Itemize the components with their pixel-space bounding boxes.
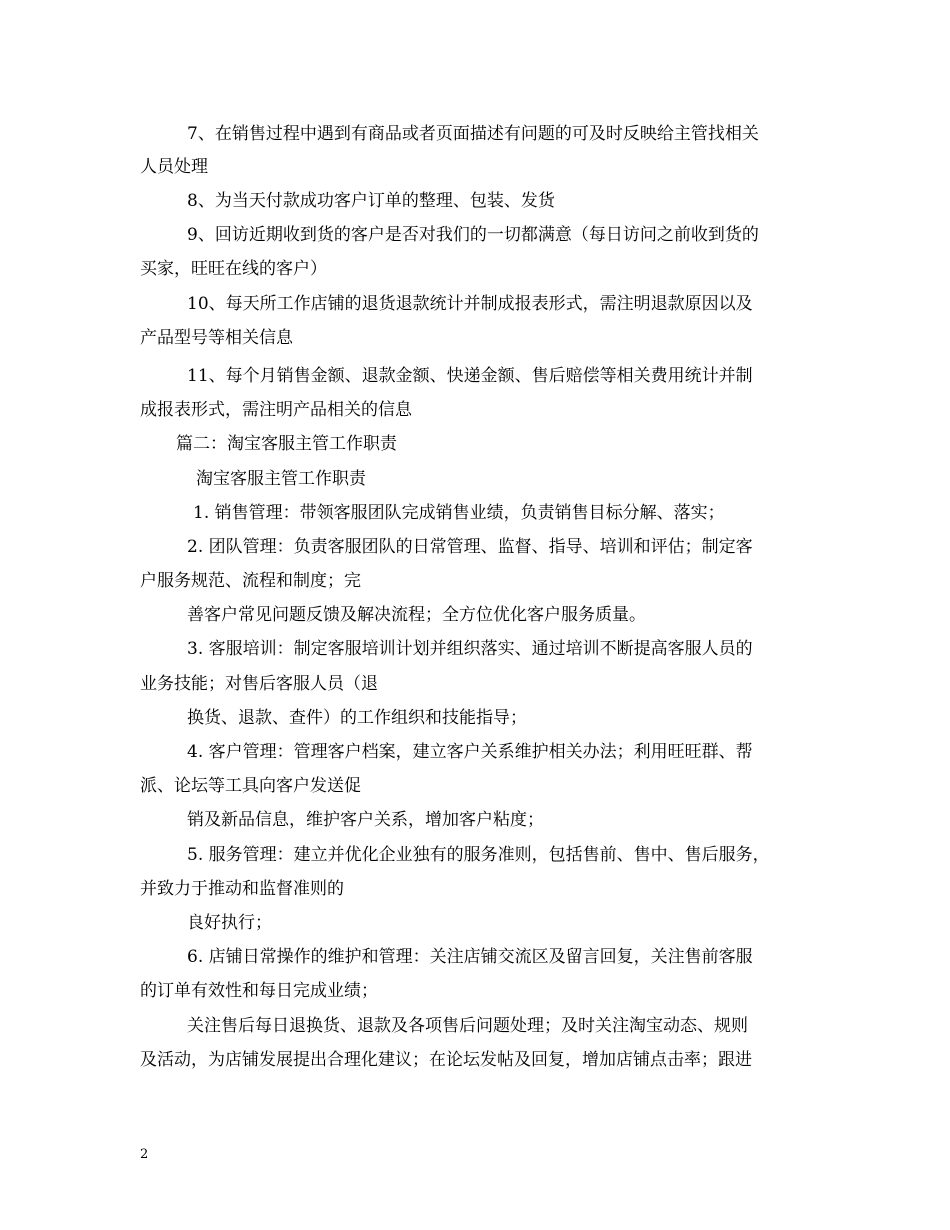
- section-title: 淘宝客服主管工作职责: [196, 469, 366, 489]
- text-line: 2. 团队管理：负责客服团队的日常管理、监督、指导、培训和评估；制定客: [187, 537, 753, 557]
- section-heading: 篇二：淘宝客服主管工作职责: [176, 434, 397, 454]
- text-line: 买家，旺旺在线的客户）: [140, 259, 327, 279]
- text-line: 5. 服务管理：建立并优化企业独有的服务准则，包括售前、售中、售后服务，: [187, 845, 770, 865]
- text-line: 人员处理: [140, 157, 208, 177]
- page-number: 2: [140, 1147, 149, 1162]
- text-line: 10、每天所工作店铺的退货退款统计并制成报表形式，需注明退款原因以及: [187, 294, 753, 314]
- text-line: 7、在销售过程中遇到有商品或者页面描述有问题的可及时反映给主管找相关: [187, 124, 759, 144]
- text-line: 及活动，为店铺发展提出合理化建议；在论坛发帖及回复，增加店铺点击率；跟进: [140, 1050, 752, 1070]
- text-line: 3. 客服培训：制定客服培训计划并组织落实、通过培训不断提高客服人员的: [187, 639, 753, 659]
- text-line: 业务技能；对售后客服人员（退: [140, 674, 378, 694]
- text-line: 关注售后每日退换货、退款及各项售后问题处理；及时关注淘宝动态、规则: [187, 1016, 748, 1036]
- text-line: 户服务规范、流程和制度；完: [140, 571, 361, 591]
- text-line: 良好执行；: [187, 913, 272, 933]
- text-line: 销及新品信息，维护客户关系，增加客户粘度；: [187, 810, 544, 830]
- text-line: 6. 店铺日常操作的维护和管理：关注店铺交流区及留言回复，关注售前客服: [187, 947, 753, 967]
- text-line: 11、每个月销售金额、退款金额、快递金额、售后赔偿等相关费用统计并制: [187, 366, 753, 386]
- text-line: 8、为当天付款成功客户订单的整理、包装、发货: [187, 191, 555, 211]
- text-line: 派、论坛等工具向客户发送促: [140, 776, 361, 796]
- text-line: 产品型号等相关信息: [140, 328, 293, 348]
- text-line: 成报表形式，需注明产品相关的信息: [140, 400, 412, 420]
- text-line: 善客户常见问题反馈及解决流程；全方位优化客户服务质量。: [187, 605, 646, 625]
- text-line: 换货、退款、查件）的工作组织和技能指导；: [187, 708, 527, 728]
- text-line: 4. 客户管理：管理客户档案，建立客户关系维护相关办法；利用旺旺群、帮: [187, 742, 753, 762]
- text-line: 并致力于推动和监督准则的: [140, 879, 344, 899]
- text-line: 1. 销售管理：带领客服团队完成销售业绩，负责销售目标分解、落实；: [193, 503, 725, 523]
- text-line: 9、回访近期收到货的客户是否对我们的一切都满意（每日访问之前收到货的: [187, 225, 759, 245]
- text-line: 的订单有效性和每日完成业绩；: [140, 981, 378, 1001]
